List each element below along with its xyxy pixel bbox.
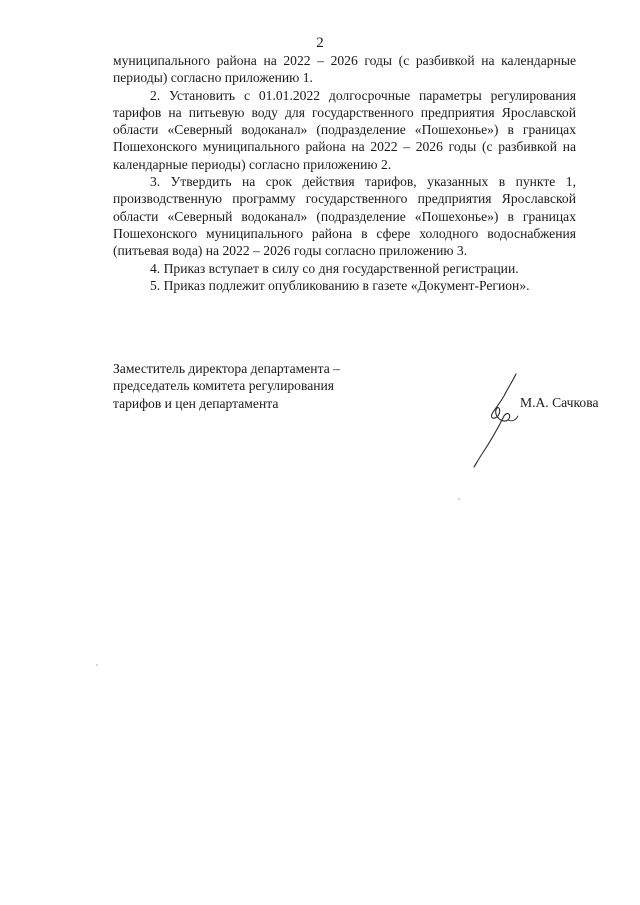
scan-speck (96, 664, 98, 666)
paragraph-1-continuation: муниципального района на 2022 – 2026 годы (с разбивкой на календарные периоды) согласно приложению 1. (113, 53, 576, 86)
signer-name: М.А. Сачкова (520, 395, 599, 410)
paragraph-2: 2. Установить с 01.01.2022 долгосрочные параметры регулирования тарифов на питьевую воду для государственного предприятия Ярославской области «Северный водоканал» (подразделение «Пошехонье») в границах Пошехонского муниципального района на 2022 – 2026 годы (с разбивкой на календарные периоды) согласно приложению 2. (113, 87, 576, 172)
signer-title (113, 360, 393, 412)
paragraph-5: 5. Приказ подлежит опубликованию в газете «Документ-Регион». (150, 277, 530, 293)
paragraph-3: 3. Утвердить на срок действия тарифов, указанных в пункте 1, производственную программу государственного предприятия Ярославской области «Северный водоканал» (подразделение «Пошехонье») в границах Пошехонского муниципального района в сфере холодного водоснабжения (питьевая вода) на 2022 – 2026 годы согласно приложению 3. (113, 174, 576, 259)
signature-block (113, 360, 599, 470)
page-number: 2 (316, 35, 324, 51)
paragraph-4: 4. Приказ вступает в силу со дня государственной регистрации. (150, 260, 519, 276)
signer-title-line: председатель комитета регулирования (113, 378, 335, 394)
signer-title-line: тарифов и цен департамента (113, 395, 279, 411)
signer-title-line: Заместитель директора департамента – (113, 361, 340, 376)
scan-speck (458, 498, 460, 500)
handwritten-signature (468, 370, 538, 470)
document-body (113, 52, 576, 294)
